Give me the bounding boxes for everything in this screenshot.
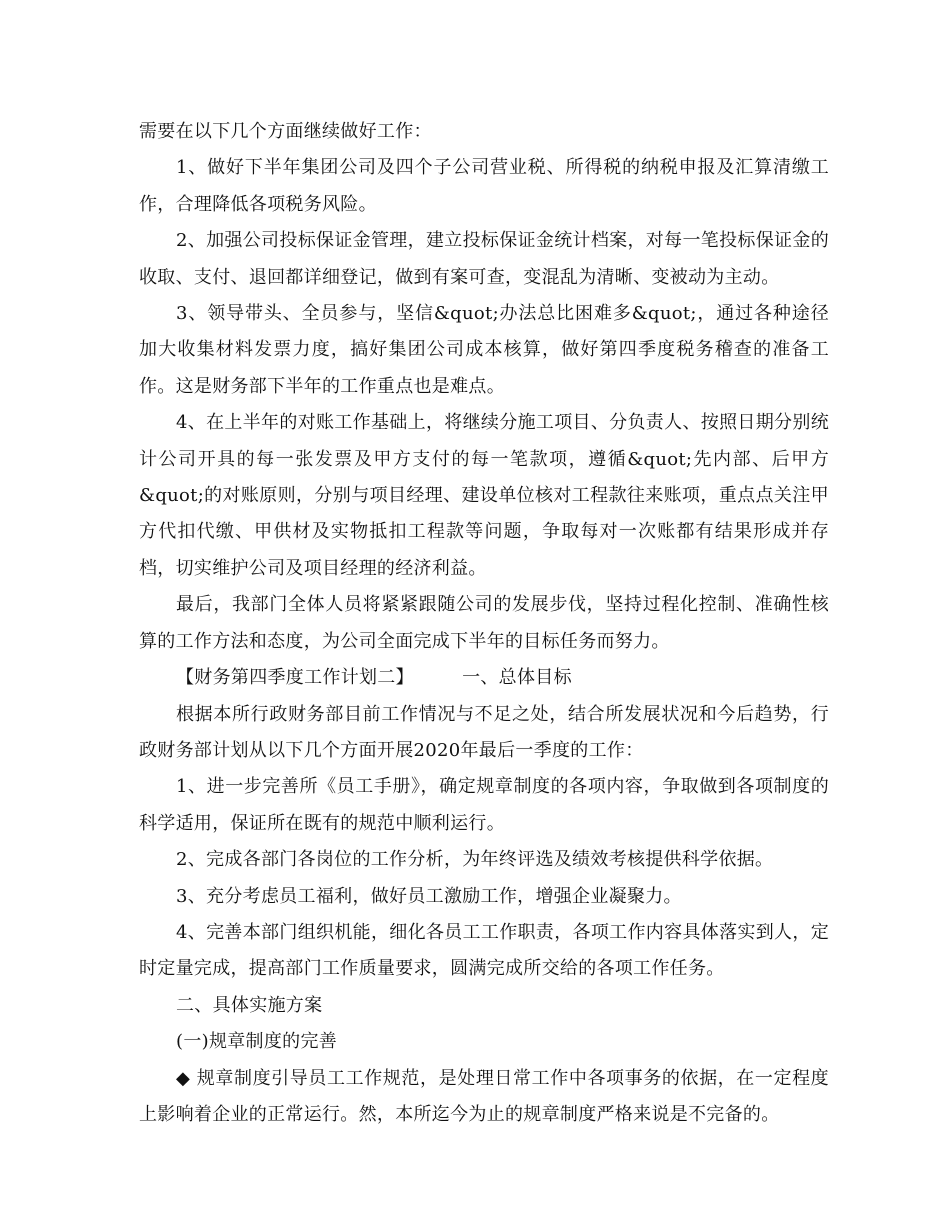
document-body [139, 114, 829, 1133]
overview-paragraph: 根据本所行政财务部目前工作情况与不足之处，结合所发展状况和今后趋势，行政财务部计划从以下几个方面开展2020年最后一季度的工作： [139, 703, 829, 761]
goal-4-paragraph: 4、完善本部门组织机能，细化各员工工作职责，各项工作内容具体落实到人，定时定量完成，提高部门工作质量要求，圆满完成所交给的各项工作任务。 [139, 921, 829, 980]
reconciliation-paragraph: 4、在上半年的对账工作基础上，将继续分施工项目、分负责人、按照日期分别统计公司开具的每一张发票及甲方支付的每一笔款项，遵循&quot;先内部、后甲方&quot;的对账原则，分别与项目经理、建设单位核对工程款往来账项，重点点关注甲方代扣代缴、甲供材及实物抵扣工程款等问题，争取每对一次账都有结果形成并存档，切实维护公司及项目经理的经济利益。 [139, 412, 829, 579]
goal-1-paragraph: 1、进一步完善所《员工手册》，确定规章制度的各项内容，争取做到各项制度的科学适用，保证所在既有的规范中顺利运行。 [139, 776, 829, 834]
tax-filing-paragraph: 1、做好下半年集团公司及四个子公司营业税、所得税的纳税申报及汇算清缴工作，合理降低各项税务风险。 [139, 157, 829, 215]
implementation-heading: 二、具体实施方案 [176, 994, 323, 1016]
goal-3-paragraph: 3、充分考虑员工福利，做好员工激励工作，增强企业凝聚力。 [176, 885, 682, 907]
goal-2-paragraph: 2、完成各部门各岗位的工作分析，为年终评选及绩效考核提供科学依据。 [176, 849, 774, 871]
intro-paragraph: 需要在以下几个方面继续做好工作： [139, 121, 432, 142]
section-heading: 【财务第四季度工作计划二】 一、总体目标 [176, 667, 572, 689]
bullet-paragraph: ◆ 规章制度引导员工工作规范，是处理日常工作中各项事务的依据，在一定程度上影响着企业的正常运行。然，本所迄今为止的规章制度严格来说是不完备的。 [139, 1067, 829, 1125]
closing-paragraph: 最后，我部门全体人员将紧紧跟随公司的发展步伐，坚持过程化控制、准确性核算的工作方法和态度，为公司全面完成下半年的目标任务而努力。 [139, 594, 829, 652]
invoice-collection-paragraph: 3、领导带头、全员参与，坚信&quot;办法总比困难多&quot;，通过各种途径加大收集材料发票力度，搞好集团公司成本核算，做好第四季度税务稽查的准备工作。这是财务部下半年的工作重点也是难点。 [139, 303, 829, 397]
bid-deposit-paragraph: 2、加强公司投标保证金管理，建立投标保证金统计档案，对每一笔投标保证金的收取、支付、退回都详细登记，做到有案可查，变混乱为清晰、变被动为主动。 [139, 230, 829, 288]
subsection-heading: (一)规章制度的完善 [176, 1031, 338, 1053]
